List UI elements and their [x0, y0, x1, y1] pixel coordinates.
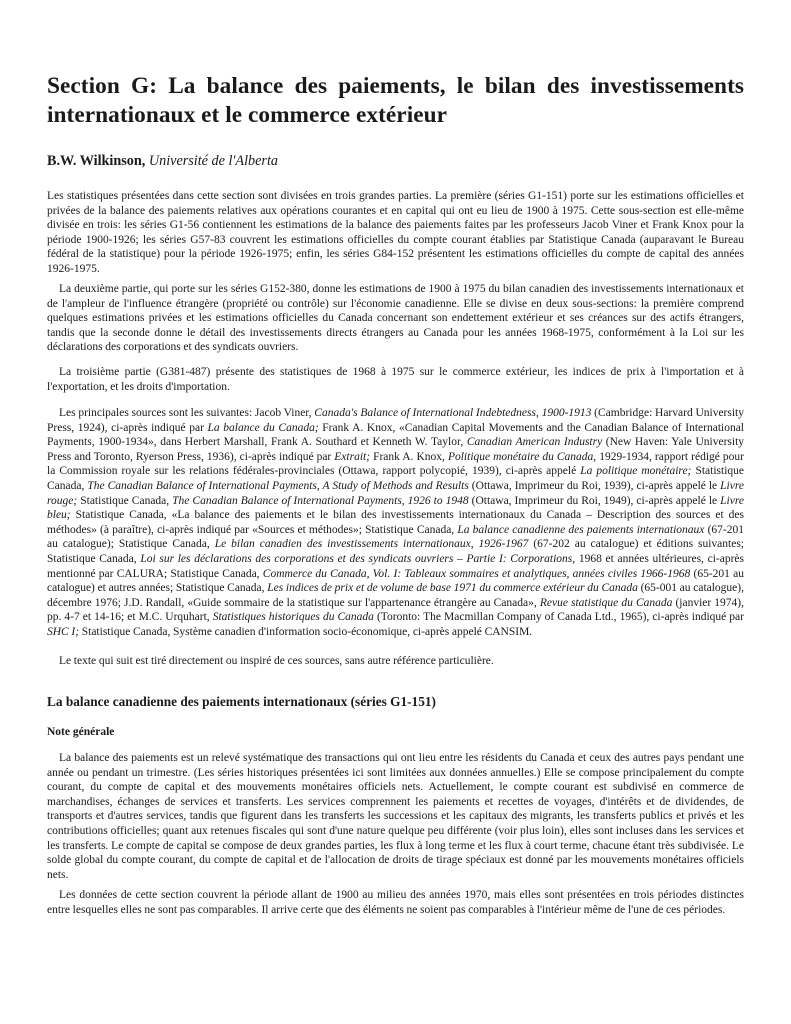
source-title: Livre bleu; — [47, 494, 745, 522]
section-heading: La balance canadienne des paiements internationaux (séries G1-151) — [47, 694, 436, 709]
section-subheading: Note générale — [47, 726, 115, 738]
source-title: Le bilan canadien des investissements internationaux, 1926-1967 — [214, 538, 529, 551]
source-text: Statistique Canada, — [77, 494, 173, 507]
source-text: (Ottawa, Imprimeur du Roi, 1939), ci-après appelé le — [468, 479, 721, 492]
author-affiliation: Université de l'Alberta — [148, 153, 278, 169]
source-text: (janvier 1974), pp. 4-7 et 14-16; et M.C. Urquhart, — [47, 596, 744, 624]
source-title: Politique monétaire du Canada, — [447, 450, 597, 463]
source-text: Les principales sources sont les suivantes: Jacob Viner, — [59, 407, 315, 419]
source-text: Statistique Canada, Système canadien d'information socio-économique, ci-après appelé CANSIM. — [79, 625, 533, 638]
author-line — [47, 152, 278, 170]
source-text: , 1968 et années ultérieures, ci-après mentionné par CALURA; Statistique Canada, — [47, 552, 745, 580]
intro-paragraph-2: La deuxième partie, qui porte sur les séries G152-380, donne les estimations de 1900 à 1975 du bilan canadien des investissements internationaux et de l'ampleur de l'influence étrangère (propriété ou contrôle) sur l'économie canadienne. Elle se divise en deux sous-sections: la première comprend quelques estimations privées et les estimations officielles du Canada concernant son endettement extérieur et ses créances sur des actifs étrangers, tandis que la seconde donne le détail des investissements directs étrangers au Canada pour les années 1968-1975, conformément à la Loi sur les déclarations des corporations et des syndicats ouvriers. — [47, 283, 744, 354]
source-text: (Toronto: The Macmillan Company of Canada Ltd., 1965), ci-après indiqué par — [373, 611, 744, 624]
source-title: Revue statistique du Canada — [539, 596, 673, 609]
source-title: Canadian American Industry — [466, 436, 603, 449]
sources-paragraph — [47, 406, 744, 640]
source-title: Loi sur les déclarations des corporations et des syndicats ouvriers – Partie I: Corporations — [140, 552, 573, 565]
section-paragraph-1: La balance des paiements est un relevé systématique des transactions qui ont lieu entre les résidents du Canada et ceux des autres pays pendant une année ou pendant un trimestre. (Les séries historiques présentées ici sont limitées aux données annuelles.) Elle se compose principalement du compte courant, du compte de capital et des mouvements monétaires officiels nets. Actuellement, le compte courant est subdivisé en commerce de marchandises, échanges de services et transferts. Les services comprennent les paiements et recettes de voyages, d'intérêts et de dividendes, de transports et d'autres services, tandis que figurent dans les transferts les successions et les capitaux des migrants, les transferts publics et privés et les contributions officielles; quant aux retenues fiscales qui sont d'une nature quelque peu différente (voir plus loin), elles sont incluses dans les services et les transferts. Le compte de capital se compose de deux grandes parties, les flux à long terme et les flux à court terme, chacune étant très subdivisée. Le solde global du compte courant, du compte de capital et de l'allocation de droits de tirage spéciaux est donné par les mouvements monétaires officiels nets. — [47, 752, 744, 881]
source-title: Statistiques historiques du Canada — [212, 611, 374, 624]
author-name: B.W. Wilkinson, — [47, 153, 146, 169]
source-text: (Ottawa, Imprimeur du Roi, 1949), ci-après appelé le — [468, 494, 721, 507]
source-text: Statistique Canada, — [47, 465, 744, 492]
intro-paragraph-5: Le texte qui suit est tiré directement ou inspiré de ces sources, sans autre référence particulière. — [59, 655, 494, 667]
source-text: 1929-1934, rapport rédigé pour la Commission royale sur les relations fédérales-provinciales (Ottawa, rapport polycopié, 1939), ci-après appelé — [47, 450, 744, 478]
intro-paragraph-3: La troisième partie (G381-487) présente des statistiques de 1968 à 1975 sur le commerce extérieur, les indices de prix à l'importation et à l'exportation, et les droits d'importation. — [47, 366, 744, 393]
intro-paragraph-1: Les statistiques présentées dans cette section sont divisées en trois grandes parties. La première (séries G1-151) porte sur les estimations officielles et privées de la balance des paiements relatives aux opérations courantes et en capital qui ont eu lieu de 1900 à 1975. Cette sous-section est elle-même divisée en trois: les séries G1-56 contiennent les estimations de la balance des paiements faites par les professeurs Jacob Viner et Frank Knox pour la période 1900-1926; les séries G57-83 couvrent les estimations officielles du compte courant établies par Statistique Canada (auparavant le Bureau fédéral de la statistique) pour la période 1926-1975; enfin, les séries G84-152 présentent les estimations officielles du compte de capital des années 1926-1975. — [47, 190, 744, 275]
source-text: (67-202 au catalogue) et éditions suivantes; Statistique Canada, — [47, 538, 744, 565]
section-paragraph-2: Les données de cette section couvrent la période allant de 1900 au milieu des années 1970, mais elles sont présentées en trois périodes distinctes entre lesquelles elles ne sont pas comparables. Il arrive certe que des éléments ne soient pas comparables à l'intérieur même de l'une de ces périodes. — [47, 889, 744, 916]
source-title: Canada's Balance of International Indebtedness, 1900-1913 — [314, 407, 592, 419]
source-title: Extrait; — [334, 450, 371, 463]
source-title: La balance canadienne des paiements internationaux — [457, 523, 705, 536]
source-title: Commerce du Canada, Vol. I: Tableaux sommaires et analytiques, années civiles 1966-1968 — [262, 567, 691, 580]
page-title: Section G: La balance des paiements, le bilan des investissements internationaux et le commerce extérieur — [47, 73, 744, 128]
source-title: The Canadian Balance of International Payments, 1926 to 1948 — [172, 494, 469, 507]
source-text: (65-201 au catalogue) et autres années; Statistique Canada, — [47, 567, 744, 595]
source-text: (65-001 au catalogue), décembre 1976; J.D. Randall, «Guide sommaire de la statistique sur l'appartenance étrangère au Canada», — [47, 582, 744, 609]
source-title: Les indices de prix et de volume de base 1971 du commerce extérieur du Canada — [267, 582, 638, 595]
source-text: (67-201 au catalogue); Statistique Canada, — [47, 523, 744, 551]
source-title: SHC I; — [47, 625, 80, 638]
source-text: Frank A. Knox, «Canadian Capital Movements and the Canadian Balance of International Payments, 1900-1934», dans Herbert Marshall, Frank A. Southard et Kenneth W. Taylor, — [47, 421, 745, 449]
source-title: La balance du Canada; — [207, 421, 319, 434]
source-text: (New Haven: Yale University Press and Toronto, Ryerson Press, 1936), ci-après indiqué par — [47, 436, 745, 463]
source-title: The Canadian Balance of International Payments, A Study of Methods and Results — [87, 479, 469, 492]
source-text: (Cambridge: Harvard University Press, 1924), ci-après indiqué par — [47, 407, 744, 434]
source-text: Statistique Canada, «La balance des paiements et le bilan des investissements internationaux du Canada – Description des sources et des méthodes» (à paraître), ci-après indiqué par «Sources et méthodes»; Statistique Canada, — [47, 509, 744, 536]
source-title: La politique monétaire; — [580, 465, 692, 478]
source-title: Livre rouge; — [47, 479, 744, 507]
source-text: Frank A. Knox, — [370, 450, 448, 463]
